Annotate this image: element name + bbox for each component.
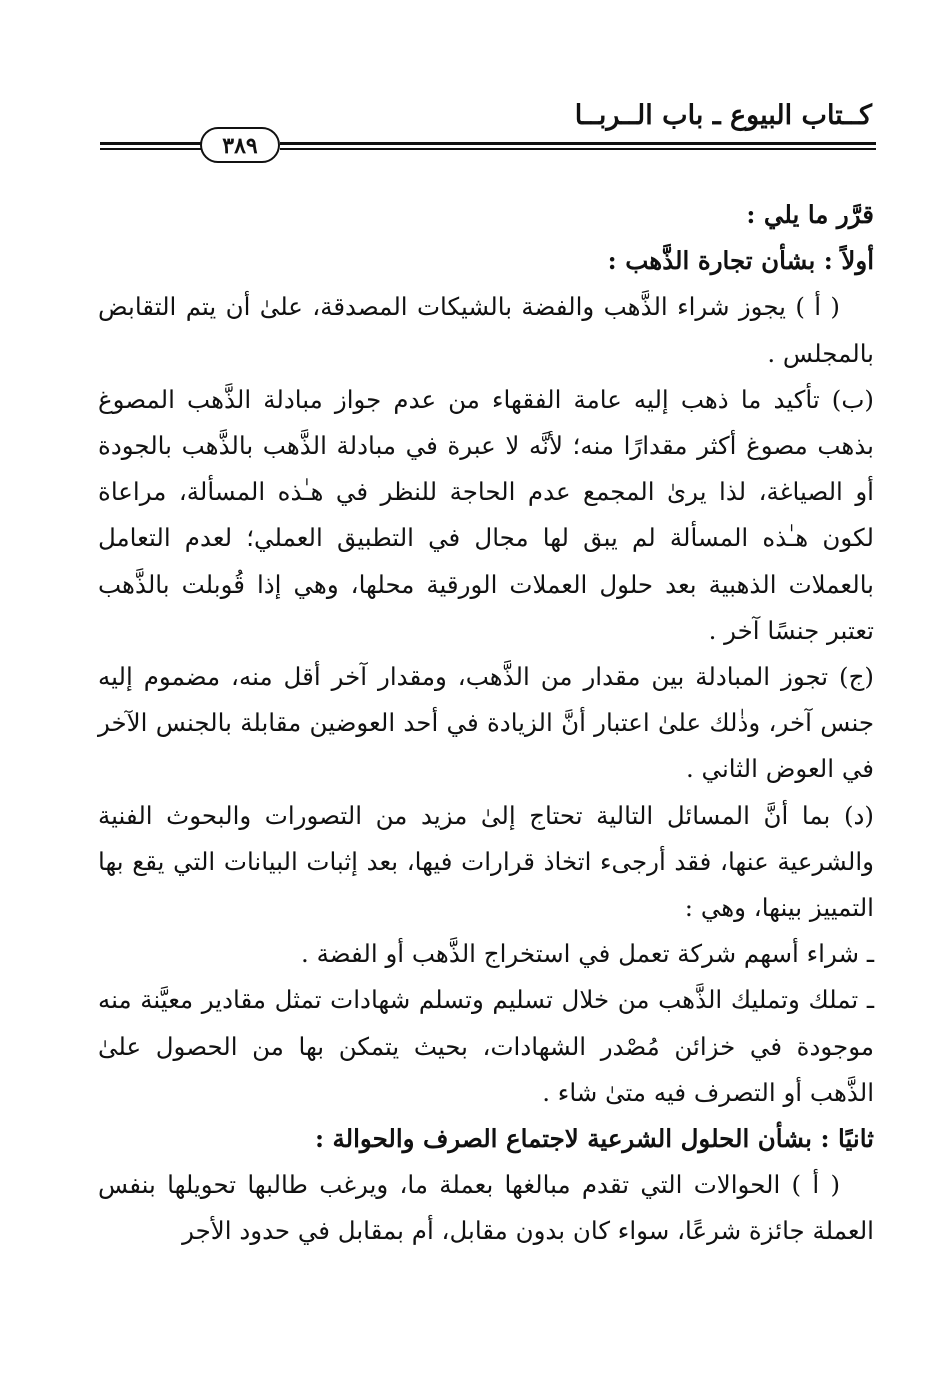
page-number: ٣٨٩ xyxy=(200,127,280,163)
list-item-shares: ـ شراء أسهم شركة تعمل في استخراج الذَّهب أو الفضة . xyxy=(301,939,874,969)
header-rule-right xyxy=(280,140,876,154)
paragraph-b: (ب) تأكيد ما ذهب إليه عامة الفقهاء من عدم جواز مبادلة الذَّهب المصوغ بذهب مصوغ أكثر مقدارًا منه؛ لأنَّه لا عبرة في مبادلة الذَّهب بالذَّهب بالجودة أو الصياغة، لذا يرىٰ المجمع عدم الحاجة للنظر في هـٰذه المسألة، مراعاة لكون هـٰذه المسألة لم يبق لها مجال في التطبيق العملي؛ لعدم التعامل بالعملات الذهبية بعد حلول العملات الورقية محلها، وهي إذا قُوبلت بالذَّهب تعتبر جنسًا آخر . xyxy=(98,384,874,645)
running-header-title: كــتاب البيوع ـ باب الــربــا xyxy=(574,100,872,131)
paragraph-a: ( أ ) يجوز شراء الذَّهب والفضة بالشيكات المصدقة، علىٰ أن يتم التقابض بالمجلس . xyxy=(98,292,874,368)
section-heading-second: ثانيًا : بشأن الحلول الشرعية لاجتماع الصرف والحوالة : xyxy=(314,1124,874,1154)
header-rule-left xyxy=(100,140,202,154)
paragraph-d: (د) بما أنَّ المسائل التالية تحتاج إلىٰ مزيد من التصورات والبحوث الفنية والشرعية عنها، فقد أرجىء اتخاذ قرارات فيها، بعد إثبات البيانات التي يقع بها التمييز بينها، وهي : xyxy=(98,800,874,923)
paragraph-c: (ج) تجوز المبادلة بين مقدار من الذَّهب، ومقدار آخر أقل منه، مضموم إليه جنس آخر، وذٰلك علىٰ اعتبار أنَّ الزيادة في أحد العوضين مقابلة بالجنس الآخر في العوض الثاني . xyxy=(98,662,874,784)
list-item-certificates: ـ تملك وتمليك الذَّهب من خلال تسليم وتسلم شهادات تمثل مقادير معيَّنة منه موجودة في خزائن مُصْدر الشهادات، بحيث يتمكن بها من الحصول علىٰ الذَّهب أو التصرف فيه متىٰ شاء . xyxy=(98,985,874,1107)
section-heading-first: أولاً : بشأن تجارة الذَّهب : xyxy=(607,246,874,276)
resolution-intro: قرَّر ما يلي : xyxy=(746,200,874,229)
paragraph-transfers-a: ( أ ) الحوالات التي تقدم مبالغها بعملة ما، ويرغب طالبها تحويلها بنفس العملة جائزة شرعًا، سواء كان بدون مقابل، أم بمقابل في حدود الأجر xyxy=(98,1170,874,1246)
body-text xyxy=(98,192,874,1255)
